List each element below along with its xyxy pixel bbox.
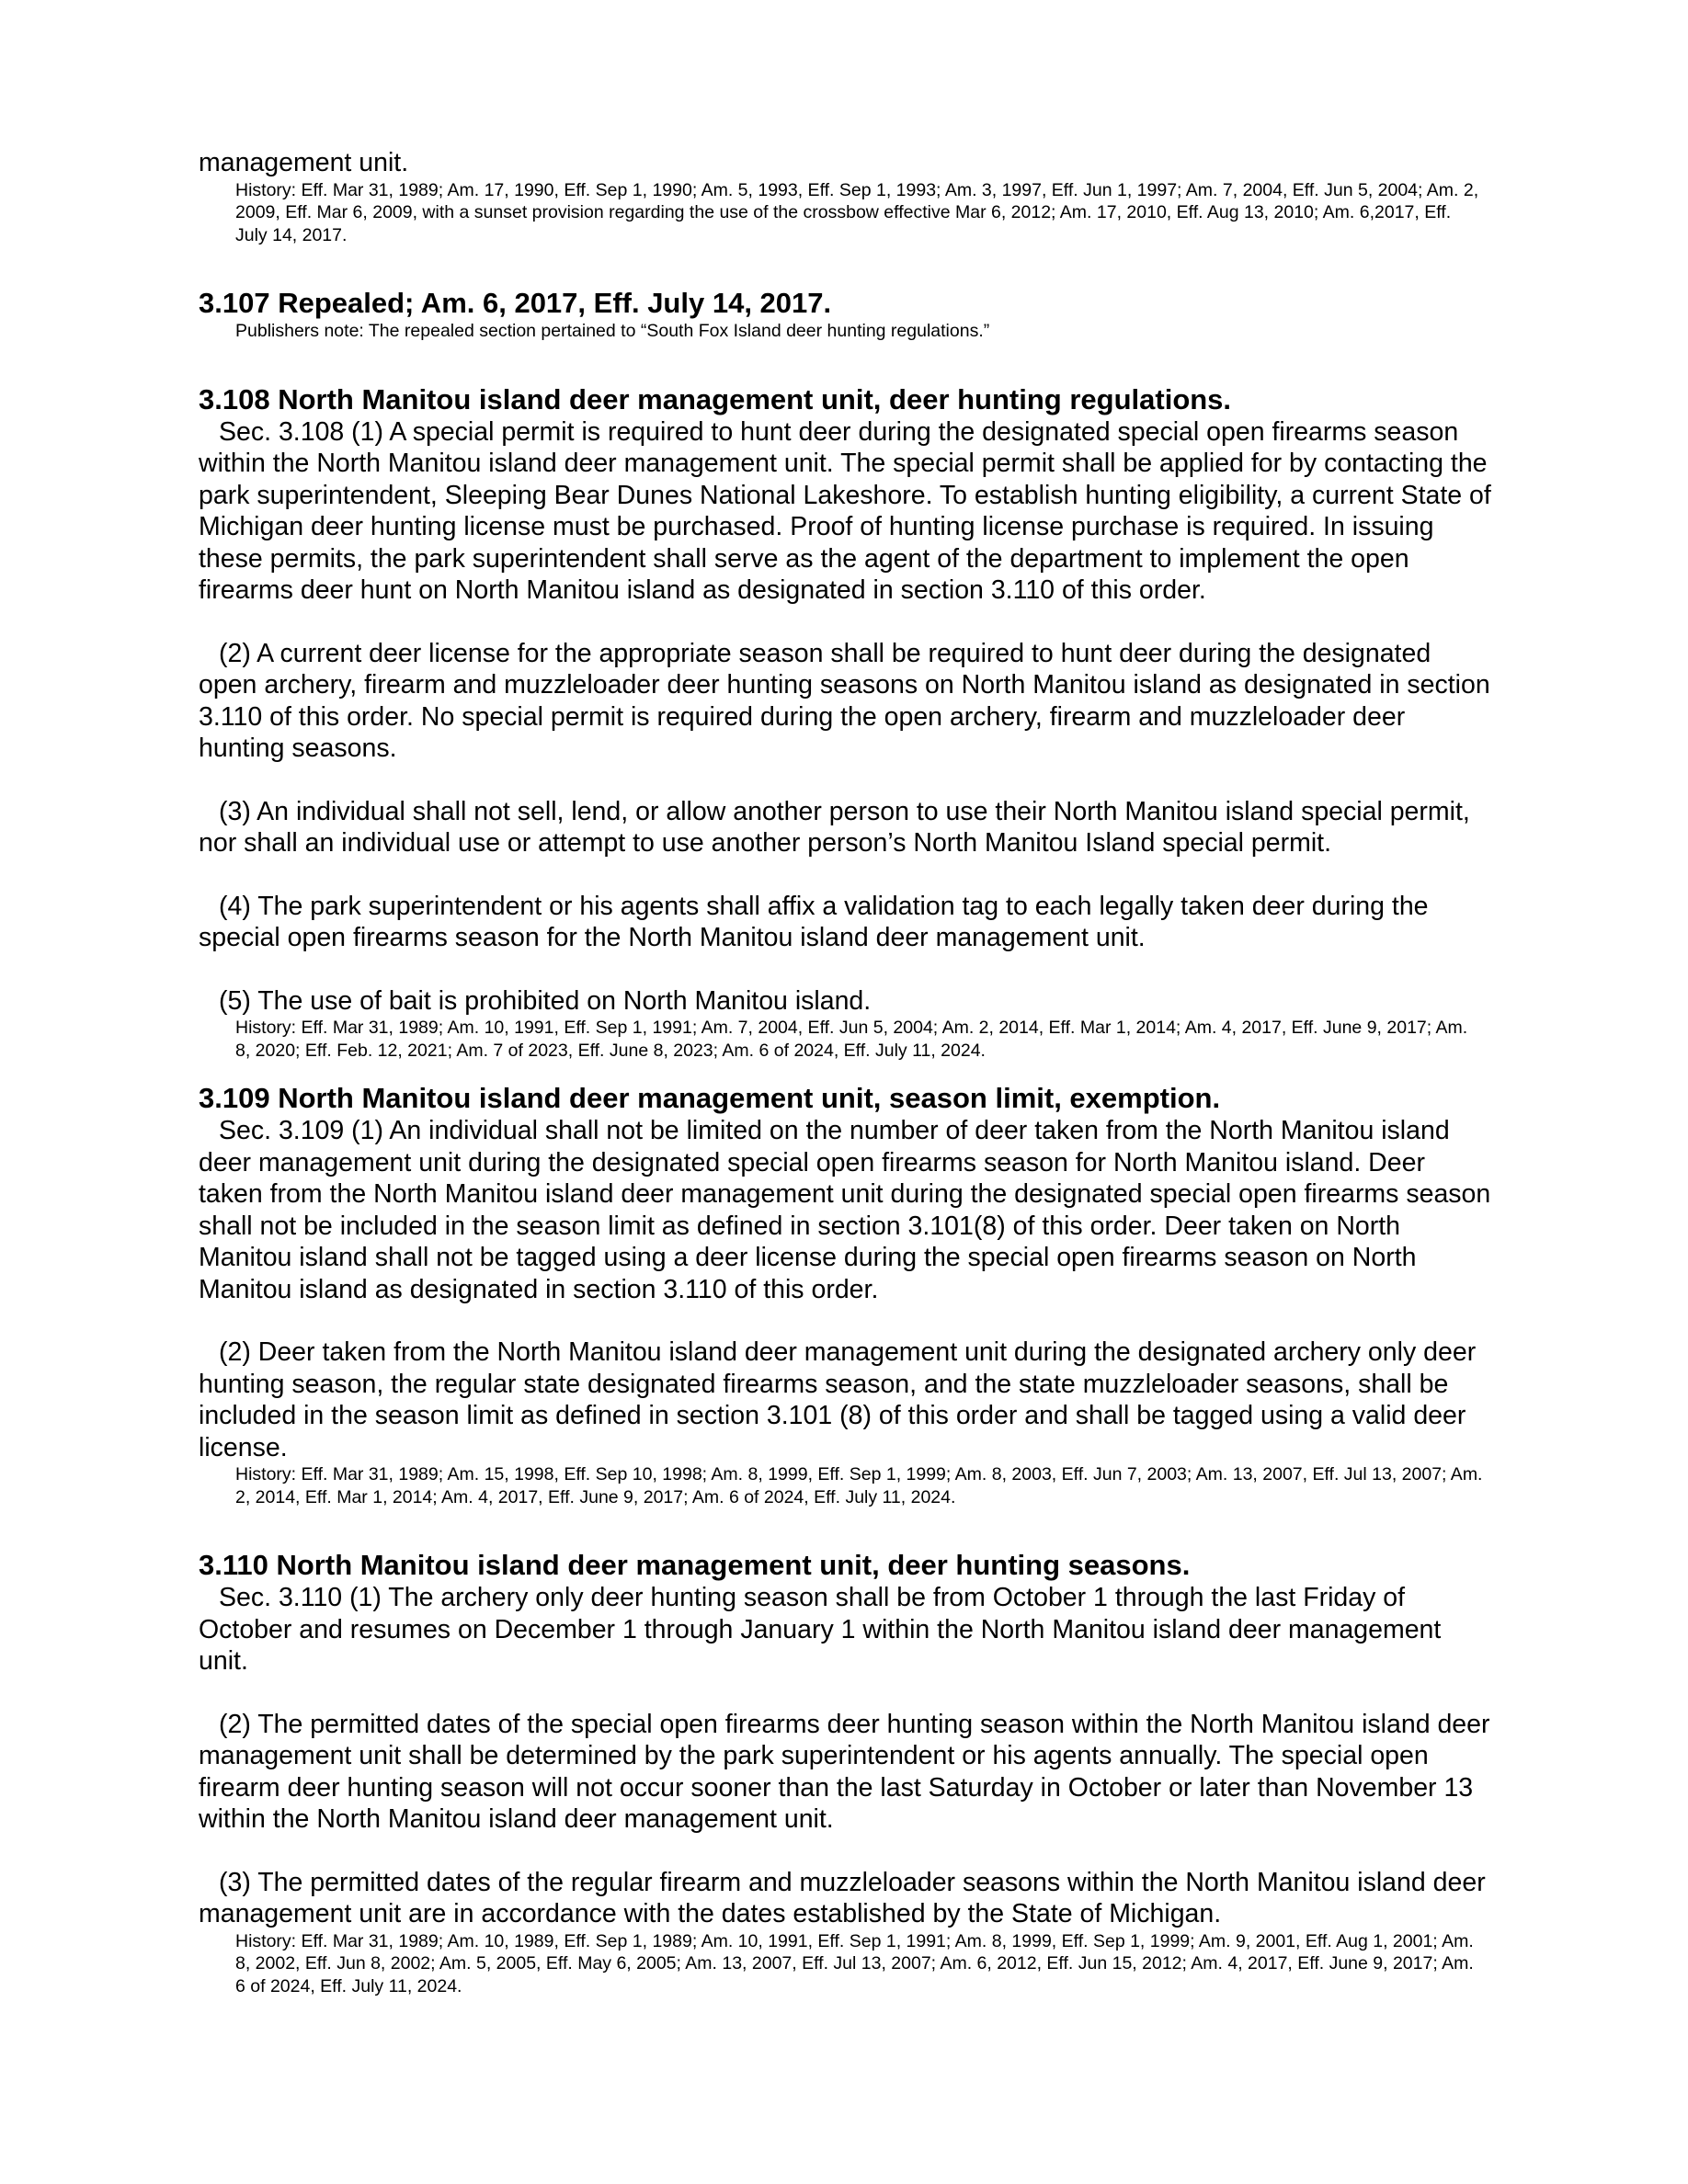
section-3-107 xyxy=(199,287,1495,343)
section-3-110-title: 3.110 North Manitou island deer management unit, deer hunting seasons. xyxy=(199,1549,1191,1581)
section-3-107-title: 3.107 Repealed; Am. 6, 2017, Eff. July 14, 2017. xyxy=(199,287,832,319)
section-3-109-title: 3.109 North Manitou island deer management unit, season limit, exemption. xyxy=(199,1082,1221,1114)
section-3-110-history: History: Eff. Mar 31, 1989; Am. 10, 1989, Eff. Sep 1, 1989; Am. 10, 1991, Eff. Sep 1, 1991; Am. 8, 1999, Eff. Sep 1, 1999; Am. 9, 2001, Eff. Aug 1, 2001; Am. 8, 2002, Eff. Jun 8, 2002; Am. 5, 2005, Eff. May 6, 2005; Am. 13, 2007, Eff. Jul 13, 2007; Am. 6, 2012, Eff. Jun 15, 2012; Am. 4, 2017, Eff. June 9, 2017; Am. 6 of 2024, Eff. July 11, 2024. xyxy=(235,1930,1474,1996)
section-3-108-para-3: (3) An individual shall not sell, lend, or allow another person to use their North Manitou island special permit, nor shall an individual use or attempt to use another person’s North Manitou Island special permit. xyxy=(199,796,1470,858)
intro-tail: management unit. xyxy=(199,148,409,177)
section-3-108-para-2: (2) A current deer license for the appropriate season shall be required to hunt deer during the designated open archery, firearm and muzzleloader deer hunting seasons on North Manitou island as designated in section 3.110 of this order. No special permit is required during the open archery, firearm and muzzleloader deer hunting seasons. xyxy=(199,638,1490,763)
section-3-109-para-1: Sec. 3.109 (1) An individual shall not be limited on the number of deer taken from the North Manitou island deer management unit during the designated special open firearms season for North Manitou island. Deer taken from the North Manitou island deer management unit during the designated special open firearms season shall not be included in the season limit as defined in section 3.101(8) of this order. Deer taken on North Manitou island shall not be tagged using a deer license during the special open firearms season on North Manitou island as designated in section 3.110 of this order. xyxy=(199,1116,1491,1304)
section-3-110 xyxy=(199,1549,1495,1997)
section-3-108-history: History: Eff. Mar 31, 1989; Am. 10, 1991, Eff. Sep 1, 1991; Am. 7, 2004, Eff. Jun 5, 2004; Am. 2, 2014, Eff. Mar 1, 2014; Am. 4, 2017, Eff. June 9, 2017; Am. 8, 2020; Eff. Feb. 12, 2021; Am. 7 of 2023, Eff. June 8, 2023; Am. 6 of 2024, Eff. July 11, 2024. xyxy=(235,1018,1468,1061)
publishers-note: Publishers note: The repealed section pertained to “South Fox Island deer hunting regulations.” xyxy=(235,321,990,341)
section-3-110-para-1: Sec. 3.110 (1) The archery only deer hunting season shall be from October 1 through the last Friday of October and resumes on December 1 through January 1 within the North Manitou island deer management unit. xyxy=(199,1583,1442,1676)
section-3-110-para-3: (3) The permitted dates of the regular firearm and muzzleloader seasons within the North Manitou island deer management unit are in accordance with the dates established by the State of Michigan. xyxy=(199,1867,1486,1928)
document-page xyxy=(199,147,1495,1997)
section-3-108-title: 3.108 North Manitou island deer management unit, deer hunting regulations. xyxy=(199,382,1232,415)
section-3-109-para-2: (2) Deer taken from the North Manitou island deer management unit during the designated archery only deer hunting season, the regular state designated firearms season, and the state muzzleloader seasons, shall be included in the season limit as defined in section 3.101 (8) of this order and shall be tagged using a valid deer license. xyxy=(199,1337,1477,1462)
section-3-108-para-4: (4) The park superintendent or his agents shall affix a validation tag to each legally taken deer during the special open firearms season for the North Manitou island deer management unit. xyxy=(199,891,1429,952)
section-3-108-para-1: Sec. 3.108 (1) A special permit is required to hunt deer during the designated special open firearms season within the North Manitou island deer management unit. The special permit shall be applied for by contacting the park superintendent, Sleeping Bear Dunes National Lakeshore. To establish hunting eligibility, a current State of Michigan deer hunting license must be purchased. Proof of hunting license purchase is required. In issuing these permits, the park superintendent shall serve as the agent of the department to implement the open firearms deer hunt on North Manitou island as designated in section 3.110 of this order. xyxy=(199,416,1491,605)
section-3-109 xyxy=(199,1082,1495,1508)
intro-history: History: Eff. Mar 31, 1989; Am. 17, 1990, Eff. Sep 1, 1990; Am. 5, 1993, Eff. Sep 1, 1993; Am. 3, 1997, Eff. Jun 1, 1997; Am. 7, 2004, Eff. Jun 5, 2004; Am. 2, 2009, Eff. Mar 6, 2009, with a sunset provision regarding the use of the crossbow effective Mar 6, 2012; Am. 17, 2010, Eff. Aug 13, 2010; Am. 6,2017, Eff. July 14, 2017. xyxy=(235,179,1479,245)
section-3-108 xyxy=(199,383,1495,1063)
section-3-110-para-2: (2) The permitted dates of the special open firearms deer hunting season within the North Manitou island deer management unit shall be determined by the park superintendent or his agents annually. The special open firearm deer hunting season will not occur sooner than the last Saturday in October or later than November 13 within the North Manitou island deer management unit. xyxy=(199,1709,1490,1834)
section-3-109-history: History: Eff. Mar 31, 1989; Am. 15, 1998, Eff. Sep 10, 1998; Am. 8, 1999, Eff. Sep 1, 1999; Am. 8, 2003, Eff. Jun 7, 2003; Am. 13, 2007, Eff. Jul 13, 2007; Am. 2, 2014, Eff. Mar 1, 2014; Am. 4, 2017, Eff. June 9, 2017; Am. 6 of 2024, Eff. July 11, 2024. xyxy=(235,1464,1483,1507)
section-3-108-para-5: (5) The use of bait is prohibited on North Manitou island. xyxy=(219,985,872,1016)
